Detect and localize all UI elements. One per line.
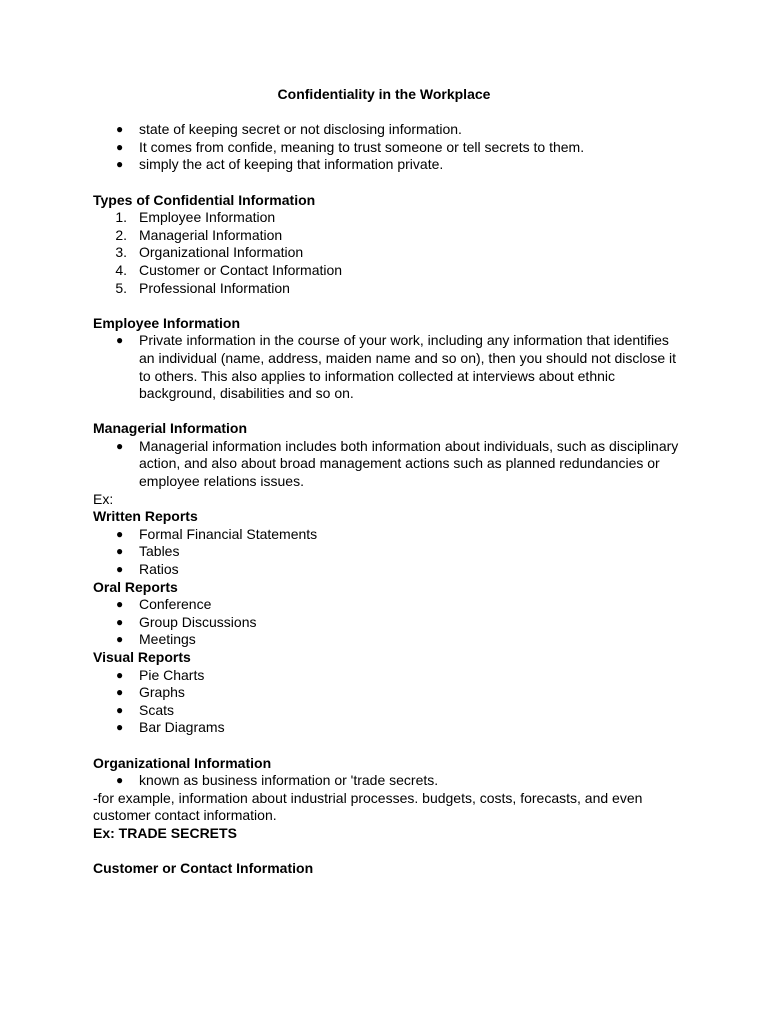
list-item — [93, 280, 683, 298]
list-item-text: Pie Charts — [139, 666, 205, 683]
spacer — [93, 737, 683, 755]
bullet-icon: ● — [116, 562, 124, 577]
organizational-example: Ex: TRADE SECRETS — [93, 824, 237, 841]
subheading-oral-reports: Oral Reports — [93, 578, 178, 595]
list-number: 5. — [115, 279, 127, 296]
types-numbered-list — [93, 209, 683, 297]
list-number: 2. — [115, 226, 127, 243]
list-number: 1. — [115, 209, 127, 226]
oral-reports-list — [93, 596, 683, 649]
list-item — [93, 438, 683, 491]
bullet-icon: ● — [116, 597, 124, 612]
list-item-text: known as business information or 'trade secrets. — [139, 772, 439, 789]
list-number: 4. — [115, 261, 127, 278]
list-item — [93, 614, 683, 632]
section-heading-managerial: Managerial Information — [93, 420, 248, 437]
list-item-text: Tables — [139, 543, 180, 560]
list-item-text: Meetings — [139, 631, 196, 648]
intro-bullet-list — [93, 121, 683, 174]
bullet-icon: ● — [116, 720, 124, 735]
section-heading-types: Types of Confidential Information — [93, 191, 316, 208]
organizational-bullet-list — [93, 772, 683, 790]
managerial-bullet-list — [93, 438, 683, 491]
bullet-icon: ● — [116, 157, 124, 172]
list-number: 3. — [115, 244, 127, 261]
document-content — [93, 86, 683, 878]
list-item — [93, 244, 683, 262]
list-item-text: Professional Information — [139, 279, 290, 296]
list-item — [93, 332, 683, 402]
list-item-text: Ratios — [139, 561, 179, 578]
list-item-text: Managerial information includes both information about individuals, such as disciplinary action, and also about broad management actions such as planned redundancies or employee relations issues. — [139, 437, 679, 490]
list-item-text: state of keeping secret or not disclosing information. — [139, 121, 462, 138]
bullet-icon: ● — [116, 122, 124, 137]
written-reports-list — [93, 526, 683, 579]
list-item — [93, 526, 683, 544]
list-item-text: Group Discussions — [139, 613, 257, 630]
section-heading-organizational: Organizational Information — [93, 754, 272, 771]
list-item-text: Customer or Contact Information — [139, 261, 343, 278]
bullet-icon: ● — [116, 139, 124, 154]
list-item — [93, 719, 683, 737]
list-item-text: Organizational Information — [139, 244, 304, 261]
example-label: Ex: — [93, 490, 114, 507]
spacer — [93, 174, 683, 192]
page-title: Confidentiality in the Workplace — [277, 86, 491, 102]
list-item-text: Formal Financial Statements — [139, 525, 318, 542]
bullet-icon: ● — [116, 614, 124, 629]
list-item — [93, 121, 683, 139]
bullet-icon: ● — [116, 526, 124, 541]
bullet-icon: ● — [116, 685, 124, 700]
list-item — [93, 631, 683, 649]
list-item — [93, 543, 683, 561]
employee-bullet-list — [93, 332, 683, 402]
section-heading-employee: Employee Information — [93, 314, 241, 331]
list-item — [93, 684, 683, 702]
list-item-text: Bar Diagrams — [139, 719, 225, 736]
list-item-text: It comes from confide, meaning to trust someone or tell secrets to them. — [139, 138, 585, 155]
list-item — [93, 262, 683, 280]
subheading-written-reports: Written Reports — [93, 508, 198, 525]
list-item-text: Employee Information — [139, 209, 276, 226]
organizational-note: -for example, information about industrial processes. budgets, costs, forecasts, and even customer contact information. — [93, 789, 643, 824]
list-item-text: Conference — [139, 596, 212, 613]
spacer — [93, 843, 683, 861]
bullet-icon: ● — [116, 773, 124, 788]
list-item-text: Managerial Information — [139, 226, 283, 243]
list-item-text: Private information in the course of your work, including any information that identifies an individual (name, address, maiden name and so on), then you should not disclose it to others. This also applies to information collected at interviews about ethnic background, disabilities and so on. — [139, 332, 676, 402]
list-item — [93, 772, 683, 790]
list-item — [93, 209, 683, 227]
spacer — [93, 403, 683, 421]
list-item-text: Scats — [139, 701, 175, 718]
bullet-icon: ● — [116, 667, 124, 682]
section-heading-customer: Customer or Contact Information — [93, 860, 314, 877]
bullet-icon: ● — [116, 632, 124, 647]
bullet-icon: ● — [116, 702, 124, 717]
bullet-icon: ● — [116, 438, 124, 453]
list-item — [93, 596, 683, 614]
list-item — [93, 702, 683, 720]
list-item — [93, 156, 683, 174]
list-item-text: simply the act of keeping that information private. — [139, 156, 444, 173]
bullet-icon: ● — [116, 333, 124, 348]
list-item — [93, 139, 683, 157]
list-item-text: Graphs — [139, 684, 185, 701]
list-item — [93, 667, 683, 685]
list-item — [93, 227, 683, 245]
list-item — [93, 561, 683, 579]
spacer — [93, 297, 683, 315]
visual-reports-list — [93, 667, 683, 737]
bullet-icon: ● — [116, 544, 124, 559]
subheading-visual-reports: Visual Reports — [93, 649, 191, 665]
